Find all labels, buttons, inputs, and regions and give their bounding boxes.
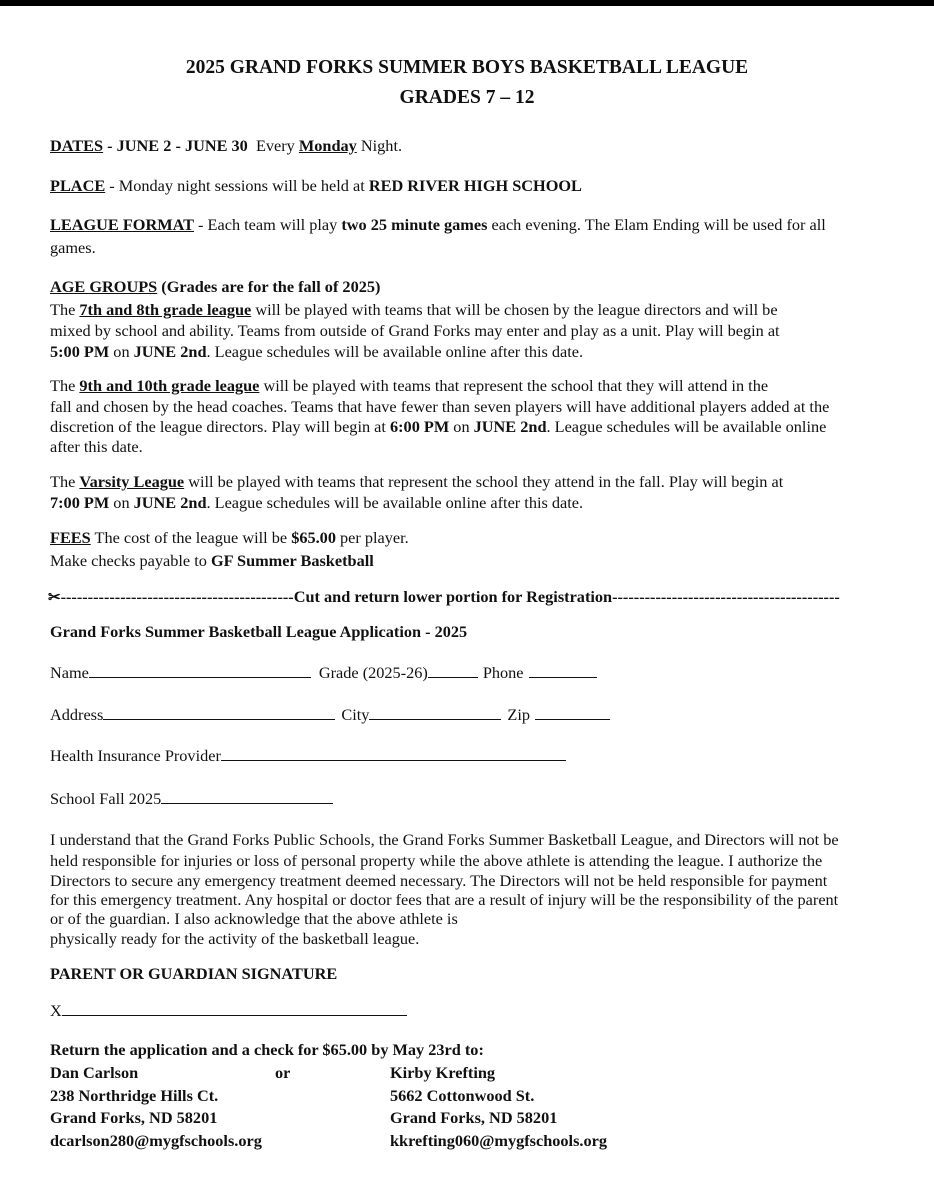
g78-line-3 [50,342,583,361]
place-text: - Monday night sessions will be held at [105,176,369,195]
g910-l1: will be played with teams that represent the school that they will attend in the [259,376,769,395]
return-instruction: Return the application and a check for $65.00 by May 23rd to: [50,1040,484,1059]
g78-time: 5:00 PM [50,342,110,361]
waiver-line-4: for this emergency treatment. Any hospital or doctor fees that are a result of injury will be the responsibility of the parent [50,890,839,909]
contact1-city: Grand Forks, ND 58201 [50,1108,218,1127]
signature-heading: PARENT OR GUARDIAN SIGNATURE [50,964,338,983]
insurance-label: Health Insurance Provider [50,746,221,765]
dates-tail: Night. [356,136,403,155]
zip-label: Zip [507,705,531,724]
dates-every: Every [247,136,299,155]
signature-field[interactable] [62,1001,407,1016]
school-label: School Fall 2025 [50,789,162,808]
fees-label: FEES [50,528,91,547]
waiver-line-5: or of the guardian. I also acknowledge that the above athlete is [50,909,458,928]
g910-line-4: after this date. [50,437,143,456]
contact2-street: 5662 Cottonwood St. [390,1086,535,1105]
address-field[interactable] [103,705,335,720]
or-text: or [275,1063,291,1082]
varsity-on: on [109,493,134,512]
place-line [50,176,582,195]
age-groups-note: (Grades are for the fall of 2025) [157,277,381,296]
cut-line [48,587,840,608]
age-groups-heading [50,277,380,296]
cut-right-dashes: ------------------------------------------ [612,587,840,606]
zip-field[interactable] [535,705,610,720]
format-line-2: games. [50,238,96,257]
g910-pre: The [50,376,80,395]
varsity-time: 7:00 PM [50,493,110,512]
address-label: Address [50,705,104,724]
g78-line-1 [50,300,778,319]
varsity-line-1 [50,472,783,491]
city-field[interactable] [369,705,501,720]
name-label: Name [50,663,89,682]
contact1-street: 238 Northridge Hills Ct. [50,1086,219,1105]
g910-time: 6:00 PM [390,417,450,436]
cut-text: Cut and return lower portion for Registration [293,587,613,606]
varsity-date: JUNE 2nd [133,493,207,512]
g78-pre: The [50,300,80,319]
g78-name: 7th and 8th grade league [79,300,252,319]
g910-line-2: fall and chosen by the head coaches. Teams that have fewer than seven players will have additional players added at the [50,397,830,416]
dates-range: - JUNE 2 - JUNE 30 [103,136,248,155]
g910-line-3 [50,417,826,436]
dates-line [50,136,402,155]
contact2-name: Kirby Krefting [390,1063,496,1082]
format-label: LEAGUE FORMAT [50,215,194,234]
grade-label: Grade (2025-26) [318,663,428,682]
checks-pre: Make checks payable to [50,551,211,570]
city-label: City [341,705,370,724]
varsity-pre: The [50,472,80,491]
page-subtitle: GRADES 7 – 12 [399,87,535,108]
cut-left-dashes: ------------------------------------------- [60,587,294,606]
age-groups-label: AGE GROUPS [50,277,158,296]
varsity-name: Varsity League [79,472,185,491]
dates-day: Monday [298,136,357,155]
application-title: Grand Forks Summer Basketball League Application - 2025 [50,622,468,641]
varsity-line-2 [50,493,583,512]
school-row [50,789,333,808]
phone-field[interactable] [529,663,597,678]
fees-post: per player. [335,528,409,547]
name-row [50,663,597,682]
waiver-line-2: held responsible for injuries or loss of personal property while the above athlete is attending the league. I authorize the [50,851,823,870]
insurance-field[interactable] [221,746,566,761]
signature-x: X [50,1001,62,1020]
school-field[interactable] [161,789,333,804]
g910-on: on [449,417,474,436]
g910-name: 9th and 10th grade league [79,376,260,395]
fees-pre: The cost of the league will be [90,528,292,547]
place-venue: RED RIVER HIGH SCHOOL [368,176,582,195]
format-line [50,215,826,234]
scissors-icon: ✂ [48,590,61,606]
fees-amount: $65.00 [291,528,336,547]
contact1-name: Dan Carlson [50,1063,139,1082]
contact2-city: Grand Forks, ND 58201 [390,1108,558,1127]
g78-date: JUNE 2nd [133,342,207,361]
varsity-tail: . League schedules will be available online after this date. [206,493,584,512]
address-row [50,705,610,724]
g78-on: on [109,342,134,361]
contact2-email[interactable]: kkrefting060@mygfschools.org [390,1131,607,1150]
fees-line [50,528,409,547]
format-post: each evening. The Elam Ending will be used for all [487,215,826,234]
g910-date: JUNE 2nd [473,417,547,436]
page-title: 2025 GRAND FORKS SUMMER BOYS BASKETBALL LEAGUE [185,57,749,78]
name-field[interactable] [89,663,311,678]
g910-l3b: . League schedules will be available online [546,417,827,436]
varsity-l1: will be played with teams that represent the school they attend in the fall. Play will begin at [184,472,784,491]
g910-line-1 [50,376,768,395]
grade-field[interactable] [428,663,478,678]
insurance-row [50,746,566,765]
g910-l3a: discretion of the league directors. Play will begin at [50,417,390,436]
g78-line-2: mixed by school and ability. Teams from outside of Grand Forks may enter and play as a unit. Play will begin at [50,321,780,340]
checks-payee: GF Summer Basketball [210,551,374,570]
signature-row [50,1001,407,1020]
place-label: PLACE [50,176,106,195]
checks-line [50,551,374,570]
phone-label: Phone [482,663,524,682]
format-bold: two 25 minute games [341,215,488,234]
waiver-line-3: Directors to secure any emergency treatment deemed necessary. The Directors will not be held responsible for payment [50,871,828,890]
dates-label: DATES [50,136,104,155]
format-pre: - Each team will play [193,215,342,234]
contact1-email[interactable]: dcarlson280@mygfschools.org [50,1131,262,1150]
g78-tail: . League schedules will be available online after this date. [206,342,584,361]
g78-l1: will be played with teams that will be chosen by the league directors and will be [251,300,778,319]
waiver-line-1: I understand that the Grand Forks Public Schools, the Grand Forks Summer Basketball League, and Directors will not be [50,830,839,849]
top-edge-bar [0,0,934,6]
waiver-line-6: physically ready for the activity of the basketball league. [50,929,420,948]
